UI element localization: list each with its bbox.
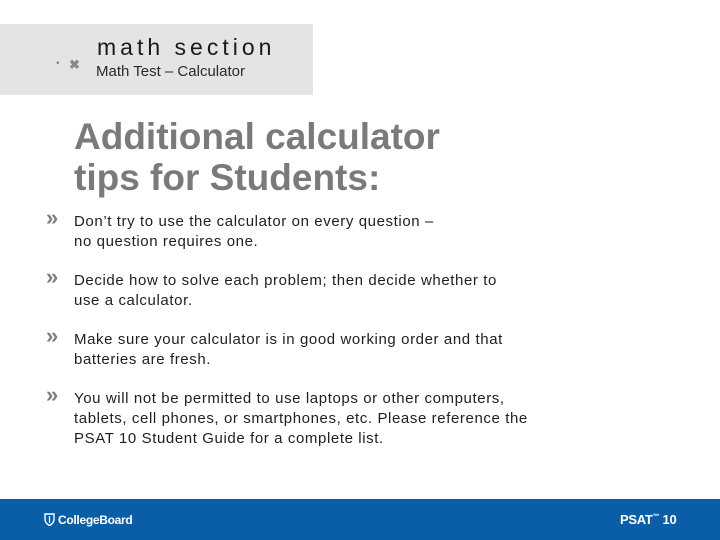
- page-title-line-1: Additional calculator: [74, 116, 440, 157]
- chevron-right-icon: »: [46, 264, 59, 289]
- section-title: math section: [97, 34, 276, 60]
- tip-line: no question requires one.: [74, 233, 259, 250]
- product-name: PSAT: [620, 512, 653, 527]
- tip-line: Make sure your calculator is in good working order and that: [74, 331, 503, 348]
- cross-icon: ✖: [69, 57, 80, 72]
- tip-line: Decide how to solve each problem; then decide whether to: [74, 272, 497, 289]
- brand-name: CollegeBoard: [58, 513, 133, 527]
- chevron-right-icon: »: [46, 205, 59, 230]
- footer-bar: [0, 499, 720, 540]
- tip-line: use a calculator.: [74, 292, 193, 309]
- tip-text: [74, 271, 594, 311]
- dot-icon: •: [56, 58, 60, 69]
- tip-line: You will not be permitted to use laptops or other computers,: [74, 390, 505, 407]
- chevron-right-icon: »: [46, 382, 59, 407]
- header-decoration: [56, 58, 86, 78]
- tip-text: [74, 389, 594, 449]
- product-number: 10: [659, 512, 677, 527]
- page-title-line-2: tips for Students:: [74, 157, 381, 198]
- trademark-mark: ™: [652, 513, 660, 521]
- page-title: [74, 116, 634, 198]
- chevron-right-icon: »: [46, 323, 59, 348]
- tip-line: batteries are fresh.: [74, 351, 212, 368]
- tip-line: Don’t try to use the calculator on every question –: [74, 213, 434, 230]
- psat-logo: [620, 512, 676, 527]
- tip-text: [74, 212, 594, 252]
- tip-text: [74, 330, 594, 370]
- tip-line: PSAT 10 Student Guide for a complete list.: [74, 430, 384, 447]
- tip-line: tablets, cell phones, or smartphones, etc. Please reference the: [74, 410, 528, 427]
- acorn-icon: [44, 513, 55, 526]
- section-subtitle: Math Test – Calculator: [96, 63, 245, 80]
